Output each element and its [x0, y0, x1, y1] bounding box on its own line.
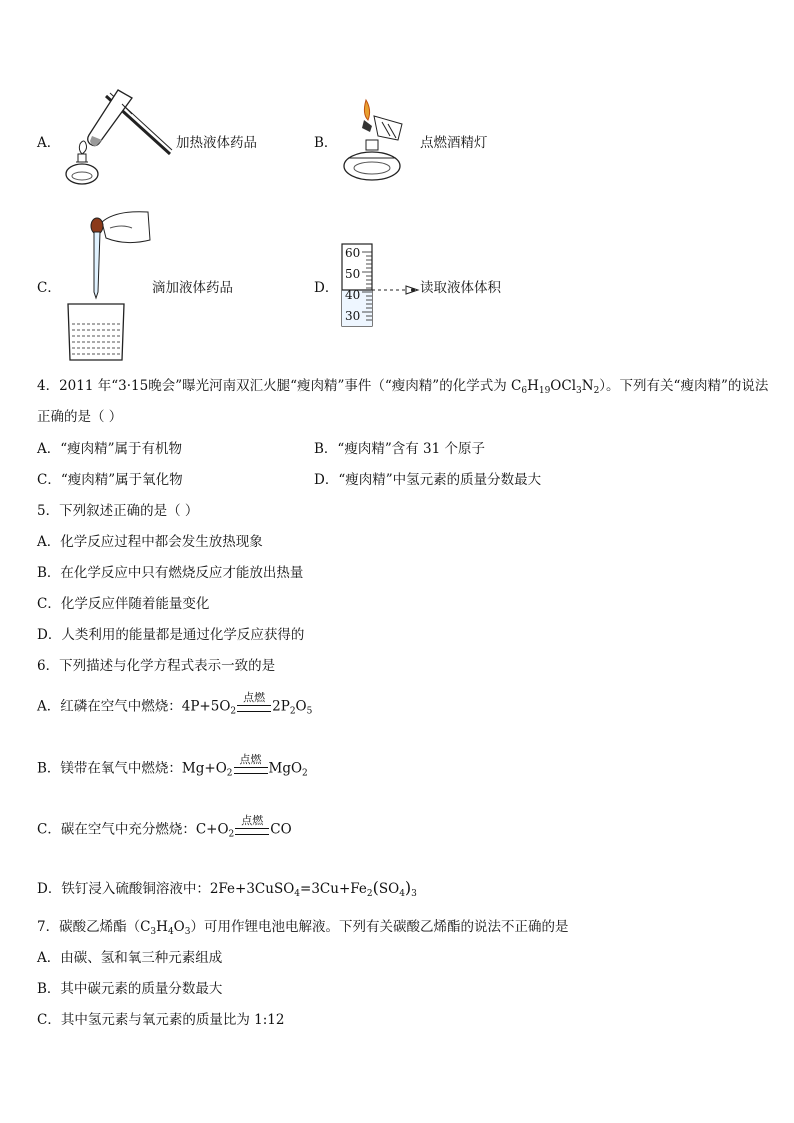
q7-option-b: B．其中碳元素的质量分数最大: [37, 981, 223, 997]
q3-option-d-label: 读取液体体积: [420, 280, 501, 296]
q3-option-a-letter: A．: [37, 135, 61, 151]
reaction-arrow: 点燃: [237, 692, 271, 722]
q7-option-c: C．其中氢元素与氧元素的质量比为 1:12: [37, 1012, 285, 1028]
q7-stem: 7．碳酸乙烯酯$(C_3H_4O_3)$可用作锂电池电解液。下列有关碳酸乙烯酯的说法不正确的是: [37, 919, 569, 937]
q4-option-b: B．“瘦肉精”含有 31 个原子: [314, 441, 485, 457]
cylinder-tick-30: 30: [345, 309, 361, 323]
q5-option-d: D．人类利用的能量都是通过化学反应获得的: [37, 627, 305, 643]
reaction-arrow: 点燃: [234, 754, 268, 784]
q3-option-d-letter: D．: [314, 280, 339, 296]
q6-stem: 6．下列描述与化学方程式表示一致的是: [37, 658, 276, 674]
q3-option-c-letter: C．: [37, 280, 61, 296]
q6-option-b: B．镁带在氧气中燃烧：$Mg+O_2$ 点燃 MgO$_2$: [37, 754, 308, 784]
dropper-beaker-illustration: [66, 206, 156, 362]
q5-stem: 5．下列叙述正确的是（ ）: [37, 503, 199, 519]
q6-option-d: D．铁钉浸入硫酸铜溶液中：$2Fe+3CuSO_4=3Cu+Fe_2(SO_4)_3$: [37, 878, 417, 899]
q3-option-b-letter: B．: [314, 135, 338, 151]
q3-option-b-label: 点燃酒精灯: [420, 135, 488, 151]
q4-option-d: D．“瘦肉精”中氢元素的质量分数最大: [314, 472, 542, 488]
reaction-arrow: 点燃: [235, 815, 269, 845]
q4-option-a: A．“瘦肉精”属于有机物: [37, 441, 183, 457]
q4-option-c: C．“瘦肉精”属于氧化物: [37, 472, 183, 488]
q5-option-b: B．在化学反应中只有燃烧反应才能放出热量: [37, 565, 304, 581]
cylinder-tick-40: 40: [345, 288, 361, 302]
q5-option-c: C．化学反应伴随着能量变化: [37, 596, 210, 612]
q5-option-a: A．化学反应过程中都会发生放热现象: [37, 534, 263, 550]
cylinder-tick-50: 50: [345, 267, 361, 281]
q3-option-a-label: 加热液体药品: [176, 135, 257, 151]
q6-option-a: A．红磷在空气中燃烧：$4P+5O_2$ 点燃 $2P_2O_5$: [37, 692, 312, 722]
q4-stem-line1: 4．2011 年“3·15晚会”曝光河南双汇火腿“瘦肉精”事件（“瘦肉精”的化学式为 $C_6H_{19}OCl_3N_2$）。下列有关“瘦肉精”的说法: [37, 378, 769, 396]
heating-test-tube-illustration: [62, 84, 172, 190]
lighting-alcohol-lamp-illustration: [338, 96, 418, 186]
q4-stem-line2: 正确的是（ ）: [37, 409, 123, 425]
q3-option-c-label: 滴加液体药品: [152, 280, 233, 296]
q6-option-c: C．碳在空气中充分燃烧：$C+O_2$ 点燃 CO: [37, 815, 292, 845]
cylinder-tick-60: 60: [345, 246, 361, 260]
q7-option-a: A．由碳、氢和氧三种元素组成: [37, 950, 223, 966]
